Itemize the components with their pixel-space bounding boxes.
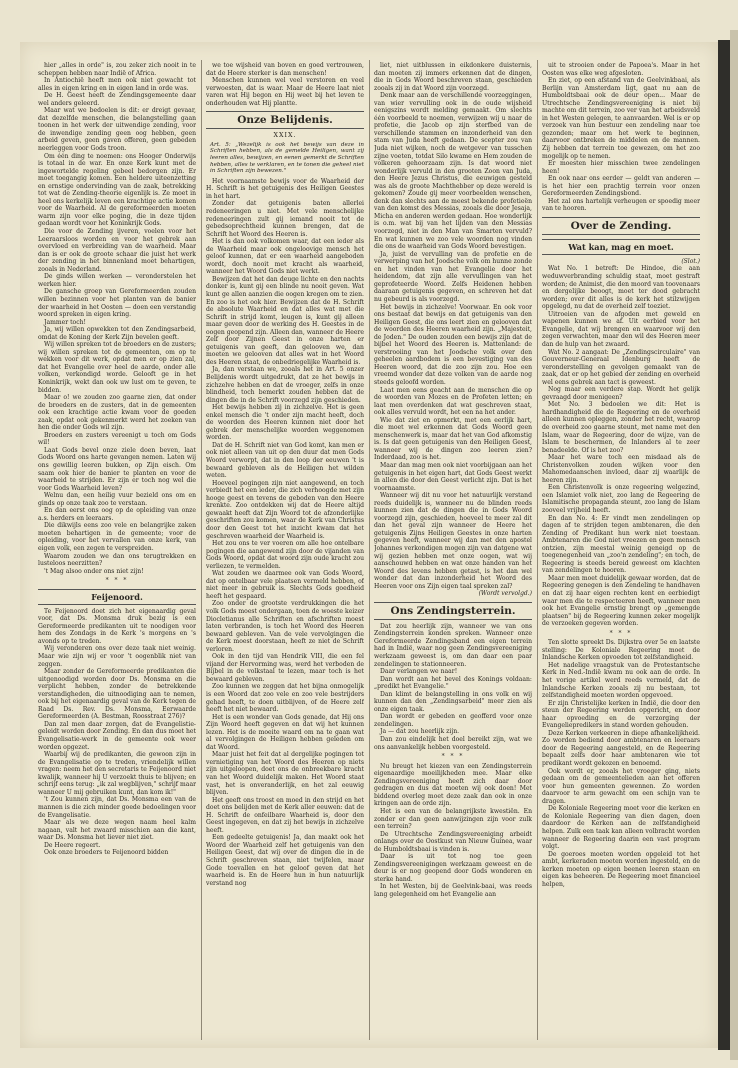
paragraph: Deze Kerken verkeeren in diepe afhankelijkheid. Zo worden bediend door ambtenaren en leeraars door de Regeering aangesteld, en de Regeering bepaalt zelfs door haar ambtenaren wie tot predikant wordt gekozen en benoemd. [542, 729, 700, 768]
section-separator: * * * [105, 577, 129, 585]
paragraph: De goeroes moeten worden opgeleid tot het ambt, kerkeraden moeten worden ingesteld, en de kerken moeten op eigen beenen leeren staan en eigen kas beheeren. De Regeering moet financieel helpen, [542, 850, 700, 888]
paragraph: Er moesten hier misschien twee zendelingen heen! [542, 160, 700, 175]
paragraph: De gansche groep van Gereformeerden zouden willen bezinnen voor het planten van de banier der waarheid in het Oosten — doen een verstandig woord spreken in eigen kring. [38, 288, 196, 319]
section-heading: Wat kan, mag en moet. [542, 239, 700, 255]
paragraph: Met No. 3 bedoelen we dit: Het is hardhandigheid die de Regeering en de overheid alleen kunnen opleggen, zonder het recht, waarop de overheid zoo gaarne steunt, met name met den Islam, waar de Regeering, door de wijze, van de Islam te beschermen, de Inlanders al te zeer benadeelde. Of is het zoo? [542, 401, 700, 454]
paragraph: Het voornaamste bewijs voor de Waarheid der H. Schrift is het getuigenis des Heiligen Geestes in het hart. [206, 177, 364, 200]
paragraph: Nog maar een verdere stap. Wordt het gelijk gevraagd door menigeen? [542, 386, 700, 401]
next-page-edge [730, 30, 738, 1060]
paragraph: De H. Geest heeft de Zendingsgemeente daar wel anders geleerd. [38, 92, 196, 107]
paragraph: Een Christenvolk is onze regeering welgezind, een Islamiet volk niet, zoo lang de Regeering de Islamitische propaganda steunt, zoo lang de Islam zooveel vrijheid heeft. [542, 484, 700, 514]
column-rule [201, 60, 202, 1040]
paragraph: Hoeveel pogingen zijn niet aangewend, en toch verbiedt het een ieder, die zich verhoogde met zijn hooge geest en tevens de geboden van den Heere krenkte. Zoo ontdekken wij dat de Heere altijd gewaakt heeft dat Zijn Woord tot de afzonderlijke geschriften zou komen, waar de Kerk van Christus door den Geest tot het inzicht kwam dat het geschreven waarheid der Waarheid is. [206, 479, 364, 540]
section-heading: Ons Zendingsterrein. [374, 602, 532, 620]
paragraph: Ook in den tijd van Hendrik VIII, die een fel vijand der Hervorming was, werd het verboden de Bijbel in de volkstaal te lezen, maar toch is het bewaard gebleven. [206, 653, 364, 683]
paragraph: Maar juist het feit dat al dergelijke pogingen tot vernietiging van het Woord des Heeren op niets zijn uitgeloopen, doet ons de onbreekbare kracht van het Woord duidelijk maken. Het Woord staat vast, het is onveranderlijk, en het zal eeuwig blijven. [206, 751, 364, 797]
paragraph: Broeders en zusters vereenigt u toch om Gods wil! [38, 431, 196, 447]
paragraph: Zonder dat getuigenis baten allerlei redeneeringen u niet. Met vele menschelijke redeneeringen zult gij iemand nooit tot de gebedsoprechtheid kunnen brengen, dat de Schrift het Woord des Heeren is. [206, 200, 364, 238]
section-heading: Over de Zending. [542, 217, 700, 235]
paragraph: Maar o! we zouden zoo gaarne zien, dat onder de broeders en de zusters, dat in de gemeenten ook een krachtige actie kwam voor de goeden zaak, opdat ook gekenmerkt werd het zoeken van hen die onder Gods wil zijn. [38, 394, 196, 432]
paragraph: Ja, wij willen opwekken tot den Zendingsarbeid, omdat de Koning der Kerk Zijn bevelen geeft. [38, 326, 196, 341]
paragraph: Laat men eens geacht aan de menschen die op de woorden van Mozes en de Profeten letten; en laat men overdenken dat wat geschreven staat, ook alles vervuld wordt, het een na het ander. [374, 386, 532, 417]
paragraph: Het nadelige vraagstuk van de Protestantsche Kerk in Ned.-Indië kwam nu ook aan de orde. In het vorige artikel werd reeds vermeld, dat de Inlandsche Kerken zooals zij nu bestaan, tot zelfstandigheid moeten worden opgevoed. [542, 661, 700, 700]
paragraph: En dan No. 4: Er vindt men zendelingen op dagen af te strijden tegen ambtenaren, die den Zending of Predikant hun werk niet toestaan. Ambtenaren die God niet vreezen en geen mensch ontzien, zijn meestal weinig geneigd op de toegenegenheid van „zoo'n zendeling"; en toch, de Regeering is steeds bereid geweest om klachten van zendelingen te hooren. [542, 514, 700, 575]
paragraph: Er zijn Christelijke kerken in Indië, die door den steun der Regeering werden opgericht, en door haar opvoeding en de verzorging der Evangeliepredikers in stand worden gehouden. [542, 699, 700, 730]
paragraph: liet, niet uitblussen in eikdonkere duisternis, dan moeten zij immers erkennen dat de dingen, die in Gods Woord beschreven staan, geschieden zooals zij in dat Woord zijn voorzegd. [374, 62, 532, 92]
column-4 [542, 62, 700, 1038]
paragraph: Ten slotte spreekt Ds. Dijkstra over 5e en laatste stelling: De Koloniale Regeering moet de Inlandsche Kerken opvoeden tot zelfstandigheid. [542, 639, 700, 662]
paragraph: Waarom zouden we dan ons terugtrekken en lusteloos neerzitten? [38, 552, 196, 568]
paragraph: Dan wordt aan het bevel des Konings voldaan: „predikt het Evangelie." [374, 675, 532, 691]
section-heading: Onze Belijdenis. [206, 111, 364, 129]
binding-shadow [718, 40, 730, 1050]
paragraph: Wat zouden we daarmee ook van Gods Woord, dat op ontelbaar vele plaatsen vermeld hebben, of niet meer in gebruik is. Slechts Gods goedheid heeft het gespaard. [206, 570, 364, 600]
paragraph: Het bewijs in zichzelve! Voorwaar. En ook voor ons bestaat dat bewijs en dat getuigenis van den Heiligen Geest, die ons leert zien en gelooven dat de woorden des Heeren waarheid zijn. „Majesteit, de Joden." De ouden zouden een bewijs zijn dat de bijbel het Woord des Heeren is. Mattenland: de verstrooiing van het Joodsche volk over den geheelen aardbodem is een bevestiging van des Heeren woord, dat die zoo zijn zou. Hoe een vreemd wonder dat deze volken van de aarde nog steeds geloofd worden. [374, 303, 532, 386]
paragraph: uit te strooien onder de Papoea's. Maar in het Oosten was elke weg afgesloten. [542, 62, 700, 77]
paragraph: Wie dat ziet en opmerkt, met een eerlijk hart, die moet wel erkennen dat Gods Woord geen menschenwerk is, maar dat het van God afkomstig is. Is dat geen getuigenis van den Heiligen Geest, wanneer wij de dingen zoo leeren zien? Inderdaad, zoo is het. [374, 416, 532, 462]
paragraph: De Utrechtsche Zendingsvereeniging arbeidt onlangs over de Oostkust van Nieuw Guinea, waar de Humboldtsbaai is vinden is. [374, 830, 532, 853]
paragraph: Denk maar aan de verschillende voorzeggingen, van wier vervulling ook in de oude wijsheid eenigszins wordt melding gemaakt. Om slechts één voorbeeld te noemen, verwijzen wij u naar de profetie, die Jacob op zijn sterfbed van de verschillende stammen en inzonderheid van den stam van Juda heeft gedaan. De scepter zou van Juda niet wijken, noch de wetgever van tusschen zijne voeten, totdat Silo kwame en Hem zouden de volkeren gehoorzaam zijn. Is dat woord niet wonderlijk vervuld in den grooten Zoon van Juda, den Heere Jezus Christus, die eeuwigen gesteld was als de groote Machthebber op deze wereld is gekomen? Zoude gij meer voorbeelden wenschen, denk dan slechts aan de meest bekende profetieën van den komst des Messias, zooals die door Jesaja, Micha en anderen werden gedaan. Hoe wonderlijk is o.m. wat bij van het lijden van den Messias voorzegd, niet in den Man van Smarten vervuld? En wat kunnen we zoo vele woorden nog vinden die ons de waarheid van Gods Woord bevestigen. [374, 92, 532, 251]
paragraph: Ook wordt er, zooals het vroeger ging, niets gedaan om de gemeentelieden aan het offeren voor hun gemeenten gewennen. Zo worden daarvoor te arm gewacht om een schijn van te dragen. [542, 767, 700, 805]
paragraph: Dat de H. Schrift niet van God komt, kan men er ook niet alleen van uit op den duur dat men Gods Woord verworpt, dat in den loop der eeuwen 't is bewaard gebleven als de Heiligen het wilden weten. [206, 441, 364, 480]
paragraph: En ook naar ons eerder — geldt van anderen — is het hier een prachtig terrein voor onzen Gereformeerden Zendingsbond. [542, 175, 700, 198]
paragraph: Daar is uit tot nog toe geen Zendingsvereenigingen werkzaam geweest en de deur is er nog geopend door Gods wonderen en sterke hand. [374, 853, 532, 883]
confession-quote: Art. 5: „Wezelijk is ook het bewijs van deze in Schriften hebben, als de gemelde Heiligen, want zij leeren alles, bewijzen, en eenen gemerkt de Schriften hebben, alles te verklaren, en te tonen die geheel niet in Schriften zijn bewezen." [210, 141, 364, 175]
paragraph: Het zou ons te ver voeren om alle hoe ontelbare pogingen die aangewend zijn door de vijanden van Gods Woord, opdat dat woord zijn oude kracht zou verliezen, te vermelden. [206, 540, 364, 570]
paragraph: Ja, juist de vervulling van de profetie en de verwerping van het Joodsche volk om hunne zonde en het vinden van het Evangelie door het heidendom, dat zijn alle vervullingen van het geprofeteerde Woord. Zelfs Heidenen hebben daaraan getuigenis gegeven, en schreven het dat nu gebeurd is als voorzegd. [374, 250, 532, 303]
paragraph: Het is een van de belangrijkste kwestiën. En zonder er dan geen aanwijzingen zijn voor zulk een terrein? [374, 807, 532, 831]
column-rule [369, 60, 370, 1040]
paragraph: Ook onze broeders te Feijenoord bidden [44, 849, 169, 857]
section-separator: * * * [441, 753, 465, 761]
paragraph: Het zal ons hartelijk verheugen er spoedig meer van te hooren. [542, 197, 700, 213]
section-separator: * * * [609, 629, 633, 637]
article-number: XXIX. [273, 132, 297, 140]
paragraph: Wat No. 2 aangaat: De „Zendingscirculaire" van Gouverneur-Generaal Idenburg heeft de veronderstelling en gevolgen gemaakt van de zaak, dat er op het gebied der zending en overheid wel eens gebrek aan tact is geweest. [542, 348, 700, 386]
paragraph: 't Zou kunnen zijn, dat Ds. Monsma een van de mannen is die zich minder goede bedoelingen voor de Evangelisatie. [38, 796, 196, 819]
paragraph: Ja — dat zou heerlijk zijn. [380, 728, 460, 736]
paragraph: De Koloniale Regeering moet voor die kerken en de Koloniale Regeering van dien dagen, doen daardoor de Kerken aan de zelfstandigheid helpen. Zulk een taak kan alleen volbracht worden wanneer de Regeering daarin een vast program volgt. [542, 805, 700, 851]
paragraph: Maar dan mag men ook niet voorbijgaan aan het getuigenis in het eigen hart, dat Gods Geest werkt in allen die door den Geest verlicht zijn. Dat is het voornaamste. [374, 461, 532, 492]
paragraph: Maar men moet duidelijk gewaar worden, dat de Regeering genegen is den Zendeling te handhaven en dat zij haar eigen rechten kent en eerbiedigt waar men die te respecteeren heeft, wanneer men ook het Evangelie ernstig brengt op „gemengde plaatsen" bij de Regeering kunnen zeker mogelijk de verzoeken gegeven worden. [542, 574, 700, 628]
paragraph: In Antiochië heeft men ook niet gewacht tot alles in eigen kring en in eigen land in orde was. [38, 77, 196, 92]
paragraph: Welnu dan, een heilig vuur bezield ons om en ginds op onze taak zoo te verstaan. [38, 492, 196, 507]
paragraph: Het geeft ons troost en moed in den strijd en het doet ons belijden met de Kerk aller eeuwen: dat de H. Schrift de onfeilbare Waarheid is, door den Geest ingegeven, en dat zij het bewijs in zichzelve heeft. [206, 796, 364, 834]
paragraph: Bewijzen dat het dan deuge lichte en den nachts donker is, kunt gij een blinde nu nooit geven. Wat kunt ge allen aanzien die oogen kregen om te zien. En zoo is het ook hier. Bewijzen dat de H. Schrift de absolute Waarheid en dat alles wat met die Schrift in strijd komt, leugen is, kunt gij alleen maar geven door de werking des H. Geestes in de oogen geopend zijn. Alleen dan, wanneer de Heere Zelf door Zijnen Geest in onze harten er getuigenis van geeft, dan gelooven we, dan moeten we gelooven dat alles wat in het Woord des Heeren staat, de onbedriegelijke Waarheid is. [206, 275, 364, 366]
paragraph: Maar het ware toch een misdaad als de Christenvolken zouden wijken voor den Mahomedaanschen invloed, daar zij waarlijk de heeren zijn. [542, 454, 700, 484]
paragraph: Maar als we deze wegen naam heel kalm nagaan, valt het zwaard misschien aan die kant, waar Ds. Monsma het liever niet ziet. [38, 819, 196, 842]
column-3 [374, 62, 532, 1038]
paragraph: hier „alles in orde" is, zou zeker zich nooit in te scheppen hebben naar Indië of Africa. [38, 62, 196, 77]
paragraph: Dan klimt de belangstelling in ons volk en wij kunnen dan den „Zendingsarbeid" meer zien als onze eigen taak. [374, 690, 532, 713]
paragraph: Het is dan ook volkomen waar, dat een ieder als de Waarheid maar ook ongeloovige mensch het geloof kunnen, dat er een waarheid aangeboden wordt, doch nooit met kracht als waarheid, wanneer het Woord Gods niet werkt. [206, 238, 364, 276]
column-1 [38, 62, 196, 1038]
paragraph: Jammer toch! [44, 318, 86, 326]
paragraph: Het is een wonder van Gods genade, dat Hij ons Zijn Woord heeft gegeven en dat wij het kunnen lezen. Het is de moeite waard om na te gaan wat al vervolgingen de Heiligen hebben geleden om dat Woord. [206, 713, 364, 751]
paragraph: Dat zou heerlijk zijn, wanneer we van ons Zendingsterrein konden spreken. Wanneer onze Gereformeerde Zendingsband een eigen terrein had in Indië, waar nog geen Zendingsvereeniging werkzaam geweest is, om dan daar een paar zendelingen te stationneeren. [374, 622, 532, 668]
paragraph: Wij veronderen ons over deze taak niet weinig. Maar wie zijn wij er voor 't oogenblik niet van zeggen. [38, 645, 196, 668]
paragraph: 't Mag alsoo onder ons niet zijn! [44, 567, 144, 575]
paragraph: Die voor de Zending ijveren, voelen voor het Leeraarsloos worden en voor het gebrek aan overvloed en verbreiding van de waarheid. Maar dan is er ook de groote schaar die juist het werk der zending in het binnenland moet behartigen, zooals in Nederland. [38, 228, 196, 273]
paragraph: Maar wat we bedoelen is dit: er dreigt gevaar, dat dezelfde menschen, die belangstelling gaan toonen in het werk der uitwendige zending, voor de inwendige zending geen oog hebben, geen arbeid geven, geen gaven offeren, geen gebeden neerleggen voor Gods troon. [38, 107, 196, 153]
paragraph: we toe wijsheid van boven en goed vertrouwen, dat de Heere sterker is dan menschen! [206, 62, 364, 77]
paragraph: Zoo onder de grootste verdrukkingen die het volk Gods moest ondergaan, toen de woeste keizer Diocletianus alle Schriften en afschriften moest laten verbranden, is toch het Woord des Heeren bewaard gebleven. Van de vele vervolgingen die de Kerk moest doorstaan, heeft ze niet de Schrift verloren. [206, 600, 364, 653]
paragraph: Zoo kunnen we zeggen dat het bijna onmogelijk is een Woord dat zoo vele en zoo vele bestrijders gehad heeft, te doen uitblijven, of de Heere zelf heeft het niet bewaard. [206, 683, 364, 714]
paragraph: Dan zou eindelijk het doel bereikt zijn, wat we ons aanvankelijk hebben voorgesteld. [374, 736, 532, 751]
paragraph: Dan wordt er gebeden en geofferd voor onze zendelingen. [374, 713, 532, 728]
paragraph: Een gedeelte getuigenis! Ja, dan maakt ook het Woord der Waarheid zelf het getuigenis van den Heiligen Geest, dat wij over de dingen die in de Schrift geschreven staan, niet twijfelen, maar Gode toevallen en het geloof geven dat het waarheid is. En de Heere hun in hun natuurlijk verstand nog [206, 834, 364, 887]
paragraph: Laat Gods bevel onze ziele doen beven, laat Gods Woord ons harte gevangen nemen. Laten wij ons gewillig leeren bukken, op Zijn eisch. Om saam ook hier de banier te planten en voor de waarheid te strijden. Er zijn er toch nog wel die voor Gods Waarheid leven? [38, 446, 196, 492]
paragraph: Uitroeien van de afgoden met geweld en wapenen kunnen we af. Uit eerbied voor het Evangelie, dat wij brengen en waarvoor wij den zegen verwachten, maar den wil des Heeren meer dan de hulp van het zwaard. [542, 310, 700, 348]
paragraph: De Heere regeert. [44, 841, 101, 849]
section-heading: Feijenoord. [38, 589, 196, 605]
paragraph: Dan zal men daar zorgen, dat de Evangelistie- geleidt worden door Zending. En dan dus moet het Evangelisatie-werk in de gemeente ook weer worden opgezet. [38, 720, 196, 751]
continuation-note: (Wordt vervolgd.) [478, 590, 532, 598]
paragraph: Die dikwijls eens zoo vele en belangrijke zaken moeten behartigen in de gemeente; voor de opleiding, voor het vervallen van onze kerk, van eigen volk, een zegen te verspreiden. [38, 522, 196, 552]
paragraph: Het bewijs hebben zij in zichzelve. Het is geen enkel mensch die 't onder zijn macht heeft, doch de woorden des Heeren kunnen niet door het gebrek der menschelijke woorden weggenomen worden. [206, 404, 364, 442]
paragraph: En ziet, op een afstand van de Geelvinkbaai, als Berlijn van Amsterdam ligt, gaat nu aan de Humboldtsbaai ook de deur open... Maar de Utrechtsche Zendingsvereeniging is niet bij machte om dit terrein, zoo ver van het arbeidsveld in het Westen gelegen, te aanvaarden. Wel is er op verzoek van hun bestuur een zendeling naar toe gezonden; maar om het werk te beginnen, daarvoor ontbreken de middelen en de mannen. Zij hebben dat terrein toe gewezen, om het zoo mogelijk op te nemen. [542, 77, 700, 160]
paragraph: Wat No. 1 betreft: De Hindoe, die aan weduwverbranding schuldig staat, moet gestraft worden; de Animist, die den moord van toovenaars en dergelijke beoogt, moet ter dood gebracht worden; over dit alles is de kerk het stilzwijgen opgelegd, nu dat de overheid zelf toeziet. [542, 265, 700, 311]
paragraph: In het Westen, bij de Geelvink-baai, was reeds lang gelegenheid om het Evangelie aan [374, 883, 532, 898]
paragraph: De ginds willen werken — veronderstelen het werken hier. [38, 273, 196, 288]
continuation-note: (Slot.) [681, 257, 700, 265]
paragraph: Waarbij wij de predikanten, die gewoon zijn in de Evangelisatie op te treden, vriendelijk willen vragen: neem het den secretaris te Feijenoord niet kwalijk, wanneer hij U verzoekt thuis te blijven; en schrijf eens terug: „ik zal wegblijven," schrijf maar wanneer U mij gebruiken kunt, dan kom ik!" [38, 751, 196, 796]
column-2 [206, 62, 364, 1038]
paragraph: En dan eerst ons oog op de opleiding van onze a.s. herders en leeraars. [38, 507, 196, 522]
paragraph: Daar verlangen we naar! [380, 668, 458, 676]
paragraph: Te Feijenoord doet zich het eigenaardig geval voor, dat Ds. Monsma druk bezig is een Gereformeerde predikanten uit te noodigen voor hem des Zondags in de Kerk 's morgens en 's avonds op te treden. [38, 607, 196, 645]
column-rule [537, 60, 538, 1040]
paragraph: Nu breugt het kiezen van een Zendingsterrein eigenaardige moeilijkheden mee. Maar elke Zendingsvereeniging heeft zich daar door gedragen en dus dat moeten wij ook doen! Met biddend overleg moet deze zaak dan ook in onze kringen aan de orde zijn. [374, 762, 532, 808]
paragraph: Wij willen spreken tot de broeders en de zusters; wij willen spreken tot de gemeenten, om op te wekken voor dit werk, opdat men er op zien zal, dat het Evangelie over heel de aarde, onder alle volken, verkondigd worde. Gelooft ge in het Koninkrijk, wekt dan ook uw lust om te geven, te bidden. [38, 341, 196, 394]
paragraph: Om één ding te noemen: ons Hooger Onderwijs is totaal in de war. En onze Kerk kunt met de ingewortelde regeling gebeel bedorgen zijn. Er moet toegangig komen. Een heldere uiteenzetting en ernstige ondervinding van de zaak, betrekking tot wat de Zending-theorie eigenlijk is. Ze moet in heel ons kerkelijk leven een krachtige actie komen voor de Waarheid. Al de gereformeerden moeten warm zijn voor elke poging, die in deze tijden gedaan wordt voor het Koninkrijk Gods. [38, 152, 196, 228]
paragraph: Maar zonder de Gereformeerde predikanten die uitgenoodigd worden door Ds. Monsma en die verplicht hebben, zonder de betrekkende verstandigheden, die uitnoodiging aan te nemen, ook bij het eigenaardig geval van de Kerk tegen de Raad Ds. Rev. Ds. Monsma, Eerwaarde Gereformeerden (A. Bestman, Roosstraat 276)? [38, 668, 196, 721]
paragraph: Wanneer wij dit nu voor het natuurlijk verstand reeds duidelijk is, wanneer nu de blinden reeds kunnen zien dat de dingen die in Gods Woord voorzegd zijn, geschieden, hoeveel te meer zal dit dan het geval zijn wanneer de Heere het getuigenis Zijns Heiligen Geestes in onze harten gegeven heeft, wanneer wij dan met den apostel Johannes verkondigen mogen zijn van datgene wat wij gezien hebben met onze oogen, wat wij aanschouwd hebben en wat onze handen van het Woord des levens hebben getast, is het dan wel wonder dat dan inzonderheid het Woord des Heeren voor ons Zijn eigen taal spreken zal? [374, 492, 532, 590]
paragraph: Ja, dan verstaan we, zooals het in Art. 5 onzer Belijdenis wordt uitgedrukt, dat ze het bewijs in zichzelve hebben en dat de vroeger, zelfs in onze blindheid, toch bemerkt zouden hebben dat de dingen die in de Schrift voorzegd zijn geschieden. [206, 366, 364, 404]
paragraph: Menschen kunnen wel veel verstoren en veel verwoesten, dat is waar. Maar de Heere laat niet varen wat Hij begon en Hij weet bij het leven te onderhouden wat Hij plantte. [206, 77, 364, 107]
